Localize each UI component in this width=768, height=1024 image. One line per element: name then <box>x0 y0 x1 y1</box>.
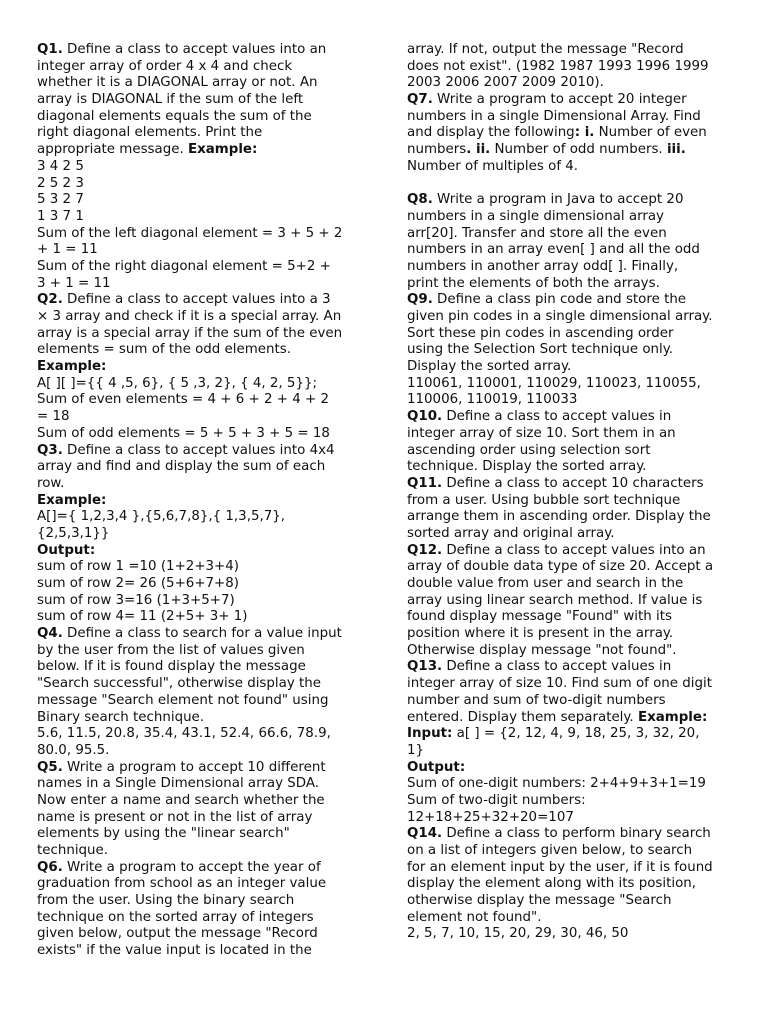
blank-line <box>407 176 737 193</box>
text-line <box>407 459 737 476</box>
text-line <box>407 493 737 510</box>
text-line <box>37 342 367 359</box>
text-line <box>37 760 367 777</box>
text-line <box>407 509 737 526</box>
text-line <box>407 292 737 309</box>
text-segment: appropriate message. <box>37 142 188 158</box>
text-line <box>37 643 367 660</box>
bold-text: Output: <box>37 542 96 558</box>
bold-text: Q12. <box>407 542 443 558</box>
text-segment: integer array of order 4 x 4 and check <box>37 58 293 74</box>
text-segment: integer array of size 10. Find sum of one digit <box>407 676 712 692</box>
text-line <box>37 743 367 760</box>
text-line <box>37 926 367 943</box>
text-segment: display the element along with its position, <box>407 876 697 892</box>
text-segment: Define a class to accept values into an <box>442 542 706 558</box>
text-line <box>37 259 367 276</box>
text-line <box>407 359 737 376</box>
text-segment: does not exist". (1982 1987 1993 1996 1999 <box>407 58 709 74</box>
bold-text: Q1. <box>37 42 63 57</box>
text-line <box>407 342 737 359</box>
text-segment: position where it is present in the array. <box>407 626 674 642</box>
text-line <box>407 843 737 860</box>
text-segment: 2 5 2 3 <box>37 175 84 191</box>
text-line <box>407 743 737 760</box>
text-line <box>407 693 737 710</box>
text-segment: arrange them in ascending order. Display the <box>407 509 711 525</box>
text-segment: on a list of integers given below, to search <box>407 843 693 858</box>
text-line <box>37 392 367 409</box>
text-segment: numbers in a single Dimensional Array. Find <box>407 108 701 124</box>
bold-text: Q14. <box>407 826 443 842</box>
text-segment: {2,5,3,1}} <box>37 525 110 541</box>
text-line <box>407 826 737 843</box>
text-line <box>37 693 367 710</box>
text-segment: Sum of two-digit numbers: <box>407 792 586 808</box>
text-segment: 2003 2006 2007 2009 2010). <box>407 75 604 91</box>
bold-text: iii. <box>666 142 686 158</box>
text-line <box>407 710 737 727</box>
text-line <box>407 476 737 493</box>
text-segment: technique on the sorted array of integers <box>37 909 314 925</box>
bold-text: : i. <box>574 125 595 141</box>
text-segment: print the elements of both the arrays. <box>407 275 660 291</box>
text-line <box>37 576 367 593</box>
text-segment: diagonal elements equals the sum of the <box>37 108 312 124</box>
text-segment: numbers in a single dimensional array <box>407 208 664 224</box>
text-segment: Now enter a name and search whether the <box>37 792 325 808</box>
text-line <box>37 276 367 293</box>
text-line <box>407 75 737 92</box>
text-segment: 1 3 7 1 <box>37 208 84 224</box>
bold-text: Q3. <box>37 442 63 458</box>
text-line <box>407 726 737 743</box>
text-segment: exists" if the value input is located in the <box>37 943 312 959</box>
text-segment: sum of row 4= 11 (2+5+ 3+ 1) <box>37 609 248 625</box>
text-segment: for an element input by the user, if it is found <box>407 859 713 875</box>
text-line <box>407 526 737 543</box>
text-line <box>37 459 367 476</box>
text-line <box>407 226 737 243</box>
text-segment: sorted array and original array. <box>407 525 615 541</box>
text-line <box>407 276 737 293</box>
text-segment: elements = sum of the odd elements. <box>37 342 291 358</box>
text-line <box>37 609 367 626</box>
text-line <box>37 125 367 142</box>
text-segment: numbers in an array even[ ] and all the odd <box>407 242 700 258</box>
text-line <box>37 326 367 343</box>
text-line <box>407 776 737 793</box>
text-segment: Number of odd numbers. <box>490 142 667 158</box>
bold-text: Q11. <box>407 475 443 491</box>
bold-text: Q9. <box>407 292 433 308</box>
bold-text: Q5. <box>37 759 63 775</box>
text-line <box>407 609 737 626</box>
text-segment: otherwise display the message "Search <box>407 893 672 909</box>
text-segment: a[ ] = {2, 12, 4, 9, 18, 25, 3, 32, 20, <box>452 726 700 742</box>
bold-text: Example: <box>187 142 258 158</box>
text-segment: elements by using the "linear search" <box>37 826 290 842</box>
text-segment: technique. <box>37 843 109 858</box>
text-segment: Sum of the left diagonal element = 3 + 5 + 2 <box>37 225 343 241</box>
text-line <box>37 910 367 927</box>
text-line <box>407 242 737 259</box>
text-segment: array and find and display the sum of each <box>37 459 326 475</box>
text-line <box>407 793 737 810</box>
text-segment: 110061, 110001, 110029, 110023, 110055, <box>407 375 701 391</box>
text-line <box>407 92 737 109</box>
text-segment: numbers in another array odd[ ]. Finally, <box>407 258 679 274</box>
text-segment: sum of row 2= 26 (5+6+7+8) <box>37 576 240 591</box>
text-line <box>37 843 367 860</box>
text-segment: = 18 <box>37 409 70 425</box>
text-segment: Define a class to accept 10 characters <box>442 475 704 491</box>
text-segment: Write a program in Java to accept 20 <box>432 192 684 208</box>
text-segment: array of double data type of size 20. Accept a <box>407 559 714 575</box>
text-segment: right diagonal elements. Print the <box>37 125 263 141</box>
text-line <box>407 893 737 910</box>
right-column <box>407 42 737 943</box>
bold-text: Q7. <box>407 92 433 108</box>
text-segment: numbers <box>407 142 467 158</box>
text-segment: Sum of even elements = 4 + 6 + 2 + 4 + 2 <box>37 392 330 408</box>
text-segment: name is present or not in the list of array <box>37 809 313 825</box>
bold-text: Q4. <box>37 626 63 642</box>
text-segment: row. <box>37 475 65 491</box>
text-line <box>407 192 737 209</box>
text-line <box>37 42 367 59</box>
text-line <box>37 443 367 460</box>
text-line <box>37 59 367 76</box>
text-segment: ascending order using selection sort <box>407 442 651 458</box>
left-column <box>37 42 367 960</box>
text-line <box>37 526 367 543</box>
text-line <box>37 626 367 643</box>
text-segment: 12+18+25+32+20=107 <box>407 809 574 825</box>
text-line <box>407 559 737 576</box>
text-line <box>407 426 737 443</box>
text-line <box>37 192 367 209</box>
text-line <box>407 676 737 693</box>
bold-text: Output: <box>407 759 466 775</box>
text-segment: A[]={ 1,2,3,4 },{5,6,7,8},{ 1,3,5,7}, <box>37 509 286 525</box>
text-line <box>407 409 737 426</box>
text-line <box>37 726 367 743</box>
text-line <box>407 59 737 76</box>
text-segment: 5.6, 11.5, 20.8, 35.4, 43.1, 52.4, 66.6, 78.9, <box>37 726 331 742</box>
text-line <box>37 493 367 510</box>
text-segment: + 1 = 11 <box>37 242 98 258</box>
text-segment: element not found". <box>407 909 542 925</box>
text-segment: 5 3 2 7 <box>37 192 84 208</box>
text-line <box>407 593 737 610</box>
text-line <box>37 509 367 526</box>
bold-text: Example: <box>37 492 107 508</box>
text-segment: Sum of odd elements = 5 + 5 + 3 + 5 = 18 <box>37 425 330 441</box>
text-segment: Write a program to accept 20 integer <box>432 92 687 108</box>
text-segment: whether it is a DIAGONAL array or not. An <box>37 75 318 91</box>
text-line <box>407 392 737 409</box>
text-segment: names in a Single Dimensional array SDA. <box>37 776 320 792</box>
text-segment: Otherwise display message "not found". <box>407 642 677 658</box>
text-line <box>37 826 367 843</box>
text-segment: Define a class to accept values in <box>442 659 672 675</box>
text-segment: given pin codes in a single dimensional array. <box>407 309 713 324</box>
text-segment: Number of multiples of 4. <box>407 158 579 174</box>
text-line <box>37 109 367 126</box>
text-line <box>37 876 367 893</box>
text-segment: number and sum of two-digit numbers <box>407 692 666 708</box>
text-segment: double value from user and search in the <box>407 576 684 591</box>
text-line <box>37 810 367 827</box>
text-line <box>37 943 367 960</box>
text-line <box>37 793 367 810</box>
text-line <box>37 543 367 560</box>
text-segment: array is DIAGONAL if the sum of the left <box>37 92 304 108</box>
text-line <box>407 860 737 877</box>
text-segment: sum of row 1 =10 (1+2+3+4) <box>37 559 240 575</box>
text-segment: by the user from the list of values given <box>37 642 305 658</box>
text-line <box>37 559 367 576</box>
text-segment: sum of row 3=16 (1+3+5+7) <box>37 592 235 608</box>
text-segment: Define a class to perform binary search <box>442 826 711 842</box>
text-line <box>37 209 367 226</box>
text-line <box>407 876 737 893</box>
text-segment: A[ ][ ]={{ 4 ,5, 6}, { 5 ,3, 2}, { 4, 2, 5}}; <box>37 375 318 391</box>
text-segment: Define a class to accept values into 4x4 <box>62 442 335 458</box>
bold-text: Example: <box>637 709 708 725</box>
text-segment: Binary search technique. <box>37 709 205 725</box>
text-segment: integer array of size 10. Sort them in an <box>407 425 676 441</box>
bold-text: Q6. <box>37 859 63 875</box>
text-line <box>37 92 367 109</box>
bold-text: Q13. <box>407 659 443 675</box>
text-segment: 3 + 1 = 11 <box>37 275 111 291</box>
bold-text: Input: <box>407 726 453 742</box>
text-segment: from the user. Using the binary search <box>37 893 295 909</box>
text-line <box>37 359 367 376</box>
text-line <box>37 75 367 92</box>
text-line <box>407 543 737 560</box>
text-line <box>407 376 737 393</box>
text-line <box>407 309 737 326</box>
text-segment: Sort these pin codes in ascending order <box>407 325 674 341</box>
text-segment: array is a special array if the sum of the even <box>37 325 343 341</box>
text-line <box>37 176 367 193</box>
text-segment: 2, 5, 7, 10, 15, 20, 29, 30, 46, 50 <box>407 926 629 942</box>
text-segment: Sum of one-digit numbers: 2+4+9+3+1=19 <box>407 776 706 792</box>
text-line <box>37 142 367 159</box>
bold-text: Q10. <box>407 409 443 425</box>
text-line <box>407 259 737 276</box>
text-segment: 1} <box>407 742 425 758</box>
text-segment: Define a class to accept values in <box>442 409 672 425</box>
text-line <box>407 159 737 176</box>
bold-text: . ii. <box>466 142 491 158</box>
text-line <box>37 776 367 793</box>
text-line <box>407 142 737 159</box>
text-line <box>407 109 737 126</box>
text-line <box>407 209 737 226</box>
text-segment: and display the following <box>407 125 575 141</box>
text-segment: Define a class to accept values into an <box>62 42 327 57</box>
text-line <box>37 893 367 910</box>
text-segment: 80.0, 95.5. <box>37 742 110 758</box>
text-segment: Define a class to search for a value input <box>62 626 342 642</box>
text-line <box>407 626 737 643</box>
text-line <box>407 659 737 676</box>
text-segment: Sum of the right diagonal element = 5+2 + <box>37 258 331 274</box>
text-line <box>407 810 737 827</box>
text-segment: 3 4 2 5 <box>37 158 84 174</box>
text-line <box>407 42 737 59</box>
text-segment: technique. Display the sorted array. <box>407 459 647 475</box>
text-line <box>37 376 367 393</box>
bold-text: Q8. <box>407 192 433 208</box>
text-segment: array. If not, output the message "Record <box>407 42 684 57</box>
text-segment: from a user. Using bubble sort technique <box>407 492 681 508</box>
text-line <box>407 926 737 943</box>
text-segment: arr[20]. Transfer and store all the even <box>407 225 667 241</box>
text-line <box>407 760 737 777</box>
text-segment: below. If it is found display the message <box>37 659 306 675</box>
text-line <box>37 292 367 309</box>
text-line <box>37 476 367 493</box>
text-segment: found display message "Found" with its <box>407 609 672 625</box>
text-segment: Number of even <box>594 125 707 141</box>
text-segment: 110006, 110019, 110033 <box>407 392 578 408</box>
text-segment: graduation from school as an integer value <box>37 876 327 892</box>
text-segment: given below, output the message "Record <box>37 926 318 942</box>
text-segment: Write a program to accept 10 different <box>62 759 326 775</box>
text-line <box>407 125 737 142</box>
text-line <box>407 326 737 343</box>
text-line <box>37 710 367 727</box>
text-line <box>407 443 737 460</box>
text-line <box>407 910 737 927</box>
text-line <box>37 593 367 610</box>
text-line <box>37 860 367 877</box>
text-line <box>37 159 367 176</box>
text-line <box>37 242 367 259</box>
text-segment: Define a class pin code and store the <box>432 292 687 308</box>
text-segment: Write a program to accept the year of <box>62 859 321 875</box>
text-line <box>37 309 367 326</box>
text-segment: "Search successful", otherwise display the <box>37 676 321 692</box>
text-line <box>407 643 737 660</box>
text-line <box>37 659 367 676</box>
bold-text: Example: <box>37 359 107 375</box>
text-segment: array using linear search method. If value is <box>407 592 703 608</box>
text-segment: using the Selection Sort technique only. <box>407 342 674 358</box>
text-segment: message "Search element not found" using <box>37 692 329 708</box>
text-segment: Define a class to accept values into a 3 <box>62 292 331 308</box>
text-segment: Display the sorted array. <box>407 359 572 375</box>
text-segment: entered. Display them separately. <box>407 709 638 725</box>
text-line <box>37 226 367 243</box>
text-line <box>37 426 367 443</box>
bold-text: Q2. <box>37 292 63 308</box>
text-line <box>37 676 367 693</box>
text-segment: × 3 array and check if it is a special array. An <box>37 309 342 324</box>
text-line <box>407 576 737 593</box>
text-line <box>37 409 367 426</box>
